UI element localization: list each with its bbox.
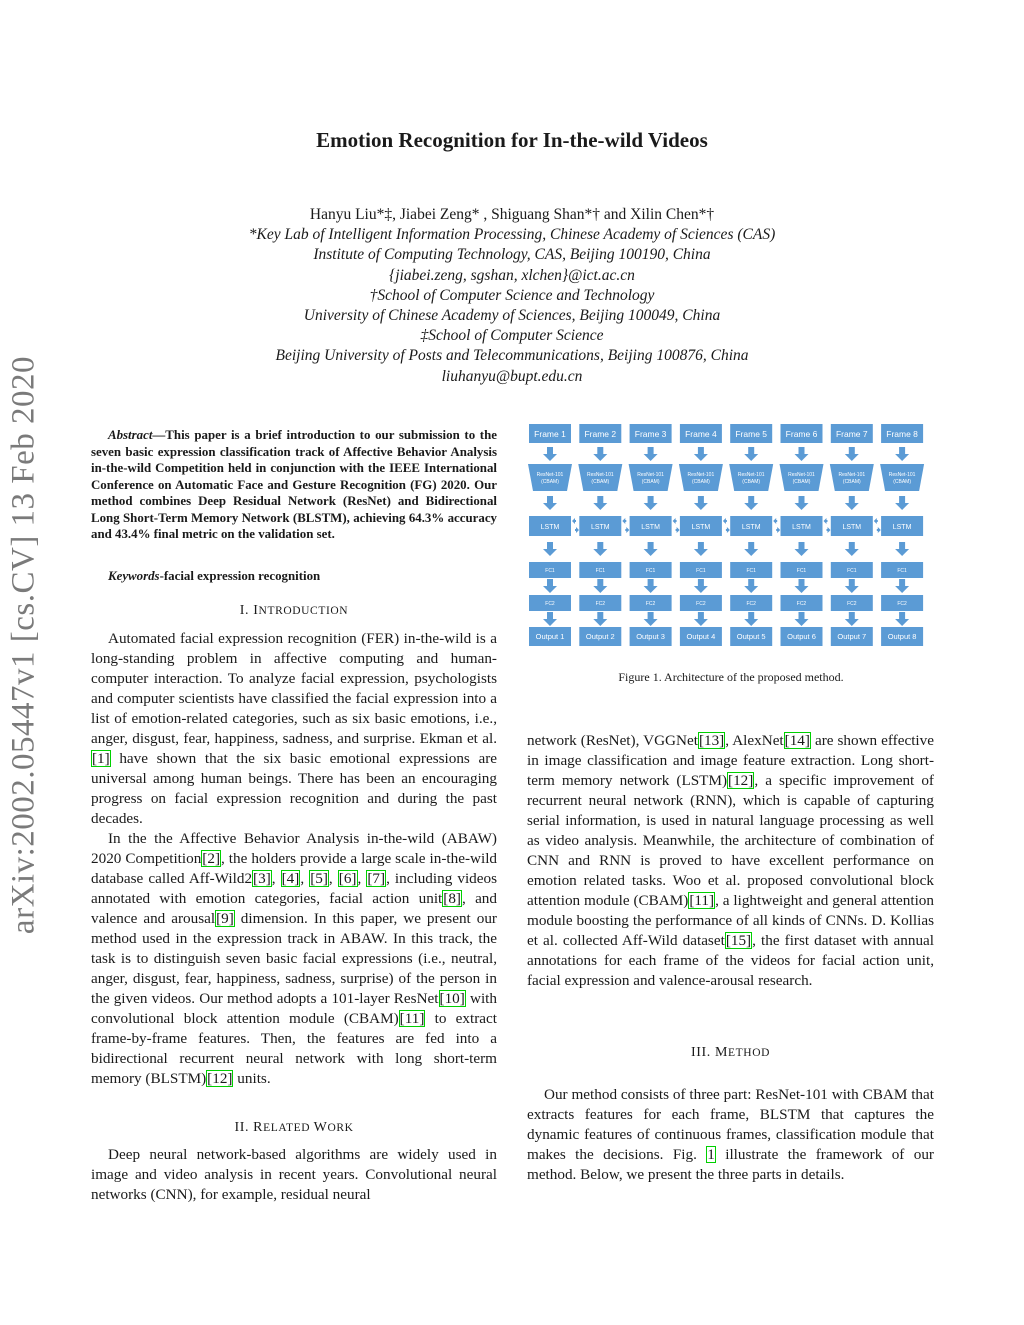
cbam-label: (CBAM) <box>792 479 811 485</box>
related-paragraph-1: Deep neural network-based algorithms are widely used in image and video analysis in recent years. Convolutional neural networks (CNN), for example, residual neural <box>91 1146 497 1203</box>
bidirectional-arrow <box>673 518 680 533</box>
down-arrow <box>593 447 607 461</box>
down-arrow <box>795 496 809 510</box>
frame-label: Frame 5 <box>735 429 768 439</box>
fc1-label: FC1 <box>696 568 706 574</box>
affiliation-2-university: University of Chinese Academy of Sciences, Beijing 100049, China <box>303 307 721 325</box>
output-label: Output 2 <box>585 632 615 641</box>
text: illustrate the framework of our method. Below, we present the three parts in details. <box>527 1146 934 1183</box>
down-arrow <box>845 579 859 593</box>
bidirectional-arrow <box>773 518 780 533</box>
abstract-label: Abstract <box>108 428 153 442</box>
intro-paragraph-2 <box>91 829 497 1089</box>
down-arrow <box>593 612 607 626</box>
related-work-body-left <box>91 1145 497 1205</box>
down-arrow <box>694 447 708 461</box>
down-arrow <box>644 447 658 461</box>
frame-label: Frame 7 <box>835 429 868 439</box>
affiliation-1-institute: Institute of Computing Technology, CAS, Beijing 100190, China <box>313 246 711 264</box>
text: to extract frame-by-frame features. Then, the features are fed into a bidirectional recurrent neural network with long short-term memory (BLSTM) <box>91 1010 497 1087</box>
text: , AlexNet <box>725 732 784 749</box>
section-title-rest: ETHOD <box>728 1047 771 1059</box>
method-paragraph-1 <box>527 1085 934 1185</box>
cbam-label: (CBAM) <box>641 479 660 485</box>
author-names: Hanyu Liu*‡, Jiabei Zeng* , Shiguang Shan*† and Xilin Chen*† <box>309 206 715 223</box>
introduction-body <box>91 629 497 1089</box>
citation-link[interactable]: [13] <box>698 732 725 749</box>
text: units. <box>233 1070 271 1087</box>
down-arrow <box>895 496 909 510</box>
down-arrow <box>845 542 859 556</box>
resnet-label: ResNet-101 <box>888 472 916 478</box>
cbam-label: (CBAM) <box>692 479 710 485</box>
section-heading-related-work <box>91 1120 497 1136</box>
section-number: I. <box>239 603 250 618</box>
fc2-label: FC2 <box>645 601 656 607</box>
citation-link[interactable]: [3] <box>253 870 271 887</box>
fc2-label: FC2 <box>796 601 807 607</box>
citation-link[interactable]: [4] <box>281 870 300 887</box>
text: , <box>271 870 281 887</box>
keywords-text: -facial expression recognition <box>159 569 321 583</box>
down-arrow <box>795 542 809 556</box>
citation-link[interactable]: [6] <box>338 870 357 887</box>
down-arrow <box>895 447 909 461</box>
down-arrow <box>845 447 859 461</box>
cbam-label: (CBAM) <box>541 479 559 485</box>
affiliation-3-university: Beijing University of Posts and Telecommunications, Beijing 100876, China <box>275 347 749 365</box>
cbam-label: (CBAM) <box>591 479 610 485</box>
citation-link[interactable]: [11] <box>689 892 715 909</box>
resnet-label: ResNet-101 <box>687 472 715 478</box>
text: , <box>328 870 338 887</box>
frame-label: Frame 2 <box>584 429 617 439</box>
lstm-label: LSTM <box>540 524 560 531</box>
frame-label: Frame 1 <box>534 429 566 439</box>
figure-caption: Figure 1. Architecture of the proposed method. <box>618 670 844 684</box>
down-arrow <box>744 447 758 461</box>
paper-title: Emotion Recognition for In-the-wild Videos <box>316 128 708 152</box>
section-title-rest: ELATED <box>263 1122 314 1134</box>
output-label: Output 7 <box>837 632 867 641</box>
down-arrow <box>543 579 557 593</box>
text: have shown that the six basic emotional expressions are universal among human beings. There has been an encouraging progress on facial expression recognition and during the past decades. <box>91 750 497 827</box>
down-arrow <box>795 579 809 593</box>
fc1-label: FC1 <box>796 568 807 574</box>
down-arrow <box>795 612 809 626</box>
frame-label: Frame 6 <box>785 429 818 439</box>
down-arrow <box>895 542 909 556</box>
fc2-label: FC2 <box>696 601 706 607</box>
down-arrow <box>593 579 607 593</box>
down-arrow <box>543 612 557 626</box>
resnet-label: ResNet-101 <box>586 472 614 478</box>
text: , <box>357 870 367 887</box>
lstm-label: LSTM <box>641 524 660 531</box>
down-arrow <box>744 542 758 556</box>
text: , including videos annotated with emotion categories, facial action unit <box>91 870 498 907</box>
down-arrow <box>543 496 557 510</box>
keywords <box>91 569 497 584</box>
section-heading-method <box>527 1045 934 1061</box>
lstm-label: LSTM <box>691 524 711 531</box>
citation-link[interactable]: [11] <box>399 1010 425 1027</box>
citation-link[interactable]: [12] <box>207 1070 233 1087</box>
frame-label: Frame 8 <box>886 429 918 439</box>
bidirectional-arrow <box>824 518 831 533</box>
text: , a lightweight and general attention module boosting the performance of all kinds of CNNs. D. Kollias et al. collected Aff-Wild dataset <box>527 892 934 949</box>
author-block <box>0 205 1024 387</box>
down-arrow <box>895 579 909 593</box>
text: , <box>300 870 310 887</box>
citation-link[interactable]: [7] <box>367 870 386 887</box>
fc2-label: FC2 <box>545 601 555 607</box>
lstm-label: LSTM <box>842 524 862 531</box>
text: Our method consists of three part: ResNet-101 with CBAM that extracts features for each frame, BLSTM that captures the dynamic features of continuous frames, classification module that makes the decisions. Fig. <box>527 1086 934 1163</box>
down-arrow <box>543 447 557 461</box>
down-arrow <box>845 612 859 626</box>
citation-link[interactable]: [2] <box>202 850 221 867</box>
figure-reference-link[interactable]: 1 <box>707 1146 715 1163</box>
output-label: Output 4 <box>686 632 716 641</box>
down-arrow <box>795 447 809 461</box>
affiliation-1-emails: {jiabei.zeng, sgshan, xlchen}@ict.ac.cn <box>389 266 635 284</box>
lstm-label: LSTM <box>792 524 811 531</box>
keywords-label: Keywords <box>108 569 160 583</box>
output-label: Output 8 <box>887 632 917 641</box>
section-title-initial: W <box>313 1120 328 1135</box>
text: , the first dataset with annual annotations for each frame of the videos for facial action unit, facial expression and valence-arousal research. <box>527 932 934 989</box>
section-title-initial: M <box>714 1045 729 1060</box>
architecture-diagram <box>527 422 935 652</box>
down-arrow <box>694 612 708 626</box>
related-paragraph-2 <box>527 731 934 991</box>
down-arrow <box>644 579 658 593</box>
down-arrow <box>644 542 658 556</box>
intro-paragraph-1 <box>91 629 497 829</box>
fc1-label: FC1 <box>545 568 555 574</box>
section-number: III. <box>690 1045 711 1060</box>
fc2-label: FC2 <box>847 601 857 607</box>
down-arrow <box>845 496 859 510</box>
section-title-initial: I <box>253 603 259 618</box>
cbam-label: (CBAM) <box>842 479 861 485</box>
fc1-label: FC1 <box>595 568 606 574</box>
fc1-label: FC1 <box>847 568 857 574</box>
output-label: Output 5 <box>736 632 766 641</box>
section-title-initial: R <box>253 1120 264 1135</box>
down-arrow <box>694 579 708 593</box>
section-title-rest: ORK <box>327 1122 354 1134</box>
lstm-label: LSTM <box>741 524 761 531</box>
citation-link[interactable]: [15] <box>725 932 752 949</box>
affiliation-3: ‡School of Computer Science <box>420 327 604 345</box>
citation-link[interactable]: [1] <box>92 750 110 767</box>
architecture-figure <box>527 422 935 652</box>
citation-link[interactable]: [14] <box>784 732 810 749</box>
down-arrow <box>593 496 607 510</box>
text: network (ResNet), VGGNet <box>527 732 698 749</box>
related-work-body-right <box>527 731 934 991</box>
fc1-label: FC1 <box>645 568 656 574</box>
down-arrow <box>694 542 708 556</box>
frame-label: Frame 4 <box>685 429 717 439</box>
frame-label: Frame 3 <box>634 429 667 439</box>
down-arrow <box>895 612 909 626</box>
down-arrow <box>744 496 758 510</box>
bidirectional-arrow <box>572 518 579 533</box>
section-heading-introduction <box>91 603 497 619</box>
cbam-label: (CBAM) <box>742 479 761 485</box>
citation-link[interactable]: [8] <box>443 890 461 907</box>
citation-link[interactable]: [12] <box>728 772 754 789</box>
text: dimension. In this paper, we present our method used in the expression track in ABAW. In this track, the task is to distinguish seven basic facial expressions (i.e., neutral, anger, disgust, fear, happiness, sadness, surprise) of the person in the given videos. Our method adopts a 101-layer ResNet <box>91 910 497 1007</box>
section-number: II. <box>234 1120 250 1135</box>
citation-link[interactable]: [10] <box>439 990 465 1007</box>
down-arrow <box>543 542 557 556</box>
arxiv-stamp-text[interactable]: arXiv:2002.05447v1 [cs.CV] 13 Feb 2020 <box>5 355 42 935</box>
text: Automated facial expression recognition (FER) in-the-wild is a long-standing problem in affective computing and human-computer interaction. To analyze facial expression, psychologists and computer scientists have classified the facial expression into a list of emotion-related categories, such as six basic emotions, i.e., anger, disgust, fear, happiness, sadness, and surprise. Ekman et al. <box>91 630 497 747</box>
text: , a specific improvement of recurrent neural network (RNN), which is capable of capturing serial information, is used in natural language processing as well as video analysis. Meanwhile, the architecture of combination of CNN and RNN is proved to have excellent performance on emotion related tasks. Woo et al. proposed convolutional block attention module (CBAM) <box>527 772 934 909</box>
fc1-label: FC1 <box>746 568 756 574</box>
text: , the holders provide a large scale in-the-wild database called Aff-Wild2 <box>91 850 498 887</box>
bidirectional-arrow <box>874 518 881 533</box>
citation-link[interactable]: [5] <box>310 870 328 887</box>
abstract <box>91 427 497 543</box>
cbam-label: (CBAM) <box>893 479 911 485</box>
resnet-label: ResNet-101 <box>737 472 765 478</box>
bidirectional-arrow <box>723 518 730 533</box>
resnet-label: ResNet-101 <box>838 472 866 478</box>
output-label: Output 1 <box>535 632 565 641</box>
text: , and valence and arousal <box>91 890 497 927</box>
down-arrow <box>744 579 758 593</box>
fc2-label: FC2 <box>897 601 907 607</box>
fc2-label: FC2 <box>595 601 606 607</box>
affiliation-2: †School of Computer Science and Technology <box>369 286 655 304</box>
fc1-label: FC1 <box>897 568 907 574</box>
output-label: Output 6 <box>787 632 816 641</box>
lstm-label: LSTM <box>590 524 610 531</box>
down-arrow <box>644 612 658 626</box>
down-arrow <box>744 612 758 626</box>
method-body <box>527 1085 934 1185</box>
text: are shown effective in image classification and image feature extraction. Long short-term memory network (LSTM) <box>527 732 934 789</box>
contact-email[interactable]: liuhanyu@bupt.edu.cn <box>441 367 583 385</box>
output-label: Output 3 <box>636 632 665 641</box>
citation-link[interactable]: [9] <box>216 910 234 927</box>
abstract-text: —This paper is a brief introduction to our submission to the seven basic expression classification track of Affective Behavior Analysis in-the-wild Competition held in conjunction with the IEEE International Conference on Automatic Face and Gesture Recognition (FG) 2020. Our method combines Deep Residual Network (ResNet) and Bidirectional Long Short-Term Memory Network (BLSTM), achieving 64.3% accuracy and 43.4% final metric on the validation set. <box>91 428 497 541</box>
text: with convolutional block attention module (CBAM) <box>91 990 497 1027</box>
text: In the the Affective Behavior Analysis in-the-wild (ABAW) 2020 Competition <box>91 830 497 867</box>
down-arrow <box>593 542 607 556</box>
bidirectional-arrow <box>622 518 629 533</box>
fc2-label: FC2 <box>746 601 756 607</box>
down-arrow <box>694 496 708 510</box>
section-title-rest: NTRODUCTION <box>258 605 349 617</box>
resnet-label: ResNet-101 <box>637 472 664 478</box>
resnet-label: ResNet-101 <box>788 472 815 478</box>
down-arrow <box>644 496 658 510</box>
resnet-label: ResNet-101 <box>536 472 564 478</box>
lstm-label: LSTM <box>892 524 912 531</box>
affiliation-1: *Key Lab of Intelligent Information Processing, Chinese Academy of Sciences (CAS) <box>248 226 776 244</box>
